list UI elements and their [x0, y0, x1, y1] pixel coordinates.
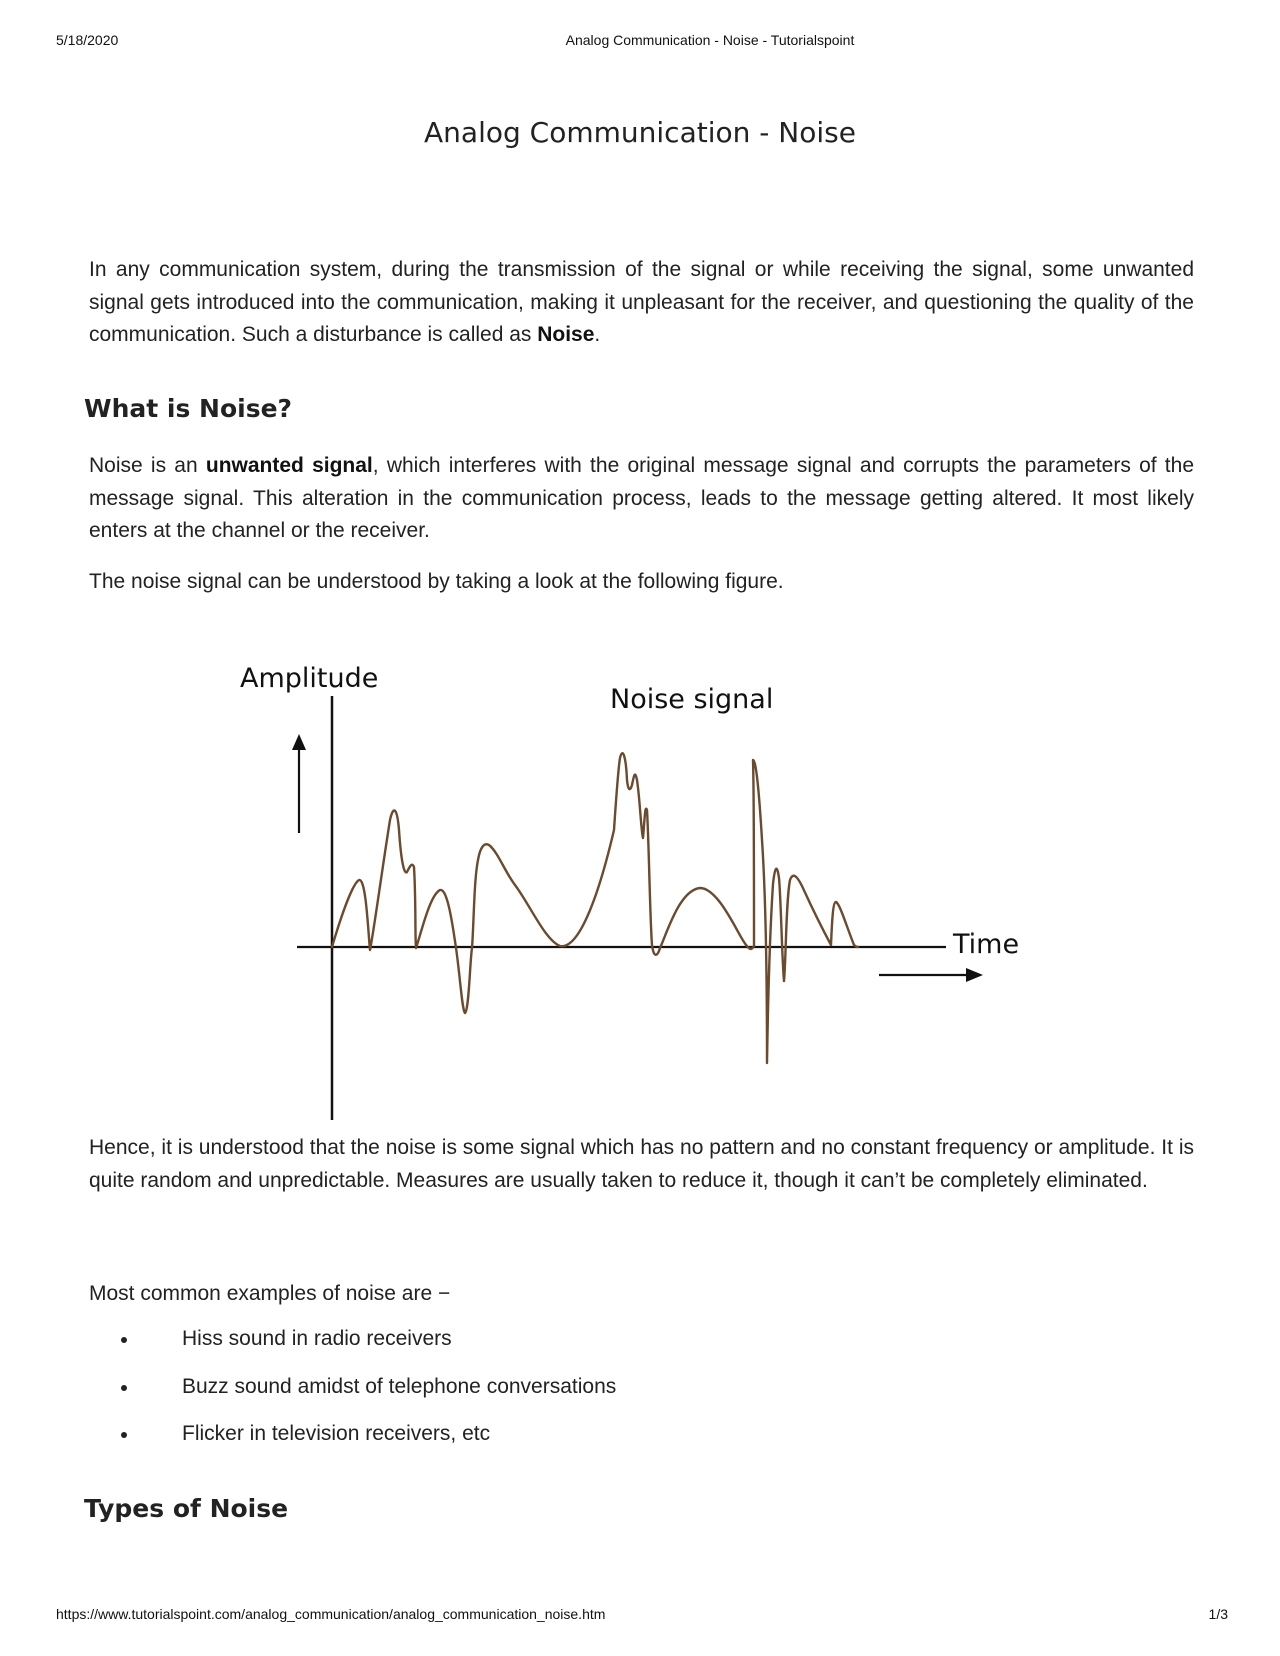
- figure-intro-paragraph: The noise signal can be understood by taking a look at the following figure.: [89, 570, 784, 593]
- x-axis-label: Time: [953, 929, 1020, 960]
- y-axis-label: Amplitude: [240, 663, 379, 694]
- intro-paragraph: [89, 254, 1194, 352]
- print-date: 5/18/2020: [56, 32, 119, 48]
- time-arrow-icon: [879, 968, 983, 982]
- page-title: Analog Communication - Noise: [424, 116, 856, 149]
- list-item-text: Buzz sound amidst of telephone conversations: [182, 1374, 617, 1398]
- bullet-icon: [121, 1432, 127, 1438]
- list-item-text: Flicker in television receivers, etc: [182, 1422, 491, 1445]
- noise-waveform: [332, 753, 858, 1063]
- list-item-text: Hiss sound in radio receivers: [182, 1327, 452, 1350]
- intro-bold-term: Noise: [537, 323, 595, 346]
- definition-bold-term: unwanted signal: [205, 454, 373, 477]
- bullet-icon: [121, 1385, 127, 1391]
- bullet-icon: [121, 1337, 127, 1343]
- summary-paragraph: Hence, it is understood that the noise is some signal which has no pattern and no constant frequency or amplitude. It is quite random and unpredictable. Measures are usually taken to reduce it, though it can’t be completely eliminated.: [89, 1136, 1194, 1192]
- print-footer: [0, 1606, 1280, 1626]
- heading-what-is-noise: What is Noise?: [84, 394, 293, 423]
- figure-title: Noise signal: [610, 684, 774, 715]
- definition-paragraph: [89, 450, 1194, 548]
- heading-types-of-noise: Types of Noise: [84, 1494, 289, 1523]
- print-header: [0, 32, 1280, 52]
- page-url[interactable]: https://www.tutorialspoint.com/analog_communication/analog_communication_noise.htm: [56, 1606, 606, 1622]
- intro-text-end: .: [594, 323, 601, 346]
- amplitude-arrow-icon: [292, 734, 306, 833]
- page-number: 1/3: [1208, 1606, 1228, 1622]
- print-page-title: Analog Communication - Noise - Tutorialspoint: [565, 32, 855, 48]
- definition-text: Noise is an: [89, 454, 206, 477]
- definition-text-end: , which interferes with the original message signal and corrupts the parameters of the message signal. This alteration in the communication process, leads to the message getting altered. It most likely enters at the channel or the receiver.: [89, 454, 1195, 542]
- intro-text: In any communication system, during the transmission of the signal or while receiving the signal, some unwanted signal gets introduced into the communication, making it unpleasant for the receiver, and questioning the quality of the communication. Such a disturbance is called as: [89, 258, 1194, 346]
- examples-intro: Most common examples of noise are −: [89, 1282, 451, 1305]
